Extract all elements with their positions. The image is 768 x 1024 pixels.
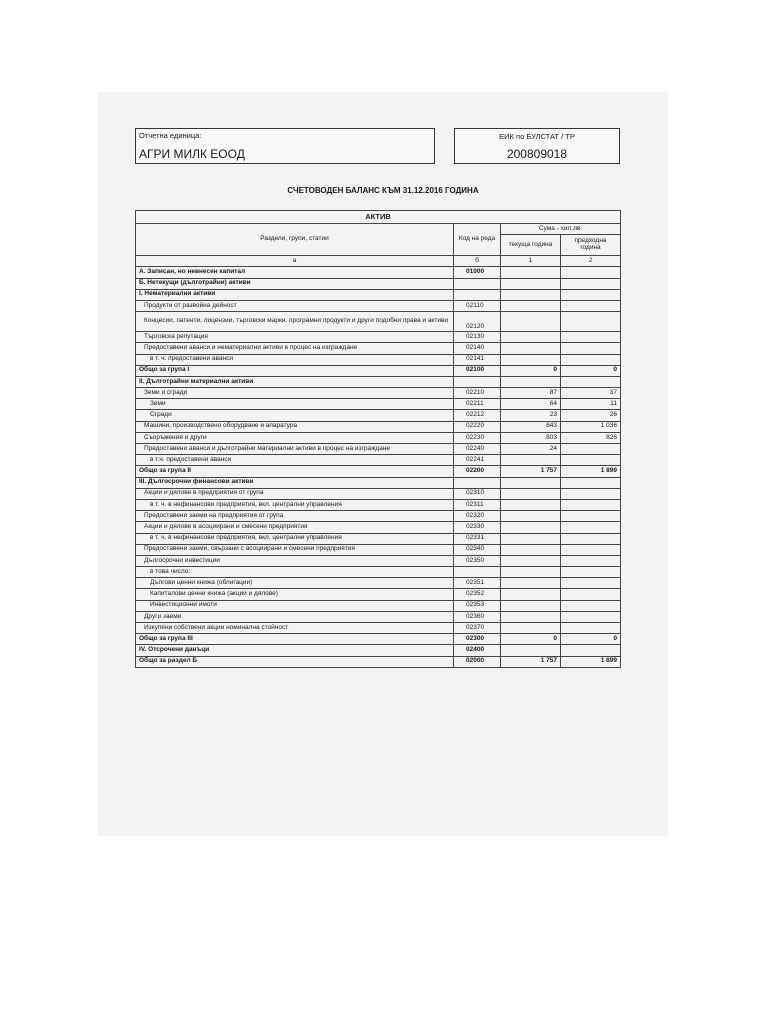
table-row xyxy=(136,300,621,311)
row-code: 02340 xyxy=(454,544,501,555)
row-code: 02110 xyxy=(454,300,501,311)
table-row xyxy=(136,312,621,332)
row-current-value xyxy=(501,289,561,300)
row-previous-value: 0 xyxy=(561,365,621,376)
row-current-value xyxy=(501,488,561,499)
row-previous-value: 0 xyxy=(561,634,621,645)
row-code: 02211 xyxy=(454,399,501,410)
row-current-value xyxy=(501,499,561,510)
table-row xyxy=(136,365,621,376)
table-row xyxy=(136,555,621,566)
row-previous-value xyxy=(561,623,621,634)
row-label: Предоставени заеми, свързани с асоциирани и смесени предприятия xyxy=(136,544,454,555)
row-label: Продукти от развойна дейност xyxy=(136,300,454,311)
row-previous-value xyxy=(561,611,621,622)
row-previous-value xyxy=(561,578,621,589)
row-label: Общо за раздел Б xyxy=(136,656,454,667)
row-code: 02350 xyxy=(454,555,501,566)
row-current-value xyxy=(501,567,561,578)
table-row xyxy=(136,488,621,499)
table-row xyxy=(136,343,621,354)
row-label: Акции и дялове в предприятия от група xyxy=(136,488,454,499)
row-current-value xyxy=(501,455,561,466)
row-current-value: 87 xyxy=(501,388,561,399)
row-code: 02360 xyxy=(454,611,501,622)
row-code xyxy=(454,278,501,289)
row-current-value: 24 xyxy=(501,444,561,455)
row-label: Земи xyxy=(136,399,454,410)
row-previous-value xyxy=(561,555,621,566)
reporting-unit-name: АГРИ МИЛК ЕООД xyxy=(139,147,245,161)
row-previous-value xyxy=(561,488,621,499)
table-row xyxy=(136,522,621,533)
row-previous-value: 26 xyxy=(561,410,621,421)
row-code: 02370 xyxy=(454,623,501,634)
row-label: в т.ч. предоставени аванси xyxy=(136,455,454,466)
row-label: I. Нематериални активи xyxy=(136,289,454,300)
row-label: Общо за група III xyxy=(136,634,454,645)
row-previous-value: 826 xyxy=(561,432,621,443)
row-current-value: 23 xyxy=(501,410,561,421)
row-code: 02140 xyxy=(454,343,501,354)
row-code: 02310 xyxy=(454,488,501,499)
row-current-value xyxy=(501,511,561,522)
row-label: в т. ч. в нефинансови предприятия, вкл. централни управления xyxy=(136,499,454,510)
row-current-value xyxy=(501,312,561,332)
row-code: 02400 xyxy=(454,645,501,656)
row-code: 02330 xyxy=(454,522,501,533)
row-label: Инвестиционни имоти xyxy=(136,600,454,611)
table-row xyxy=(136,410,621,421)
row-previous-value: 1 899 xyxy=(561,466,621,477)
row-label: Земи и сгради xyxy=(136,388,454,399)
row-current-value xyxy=(501,343,561,354)
row-previous-value xyxy=(561,332,621,343)
row-code: 02212 xyxy=(454,410,501,421)
row-current-value xyxy=(501,611,561,622)
row-code: 02311 xyxy=(454,499,501,510)
row-code: 02230 xyxy=(454,432,501,443)
row-current-value xyxy=(501,522,561,533)
row-label: Дългови ценни книжа (облигации) xyxy=(136,578,454,589)
row-code: 02320 xyxy=(454,511,501,522)
table-row xyxy=(136,466,621,477)
row-label: Общо за група II xyxy=(136,466,454,477)
row-code: 02100 xyxy=(454,365,501,376)
table-row xyxy=(136,656,621,667)
row-previous-value xyxy=(561,300,621,311)
col-previous-header: предходна година xyxy=(561,235,621,256)
row-code: 02353 xyxy=(454,600,501,611)
balance-sheet-table xyxy=(135,210,621,668)
table-row xyxy=(136,289,621,300)
row-previous-value xyxy=(561,511,621,522)
row-label: III. Дългосрочни финансови активи xyxy=(136,477,454,488)
row-code xyxy=(454,289,501,300)
row-current-value xyxy=(501,623,561,634)
row-label: А. Записан, но невнесен капитал xyxy=(136,267,454,278)
row-previous-value: 37 xyxy=(561,388,621,399)
row-label: Сгради xyxy=(136,410,454,421)
row-label: II. Дълготрайни материални активи xyxy=(136,376,454,387)
row-current-value: 803 xyxy=(501,432,561,443)
section-header: АКТИВ xyxy=(136,211,621,224)
row-previous-value xyxy=(561,289,621,300)
col-index-1: 1 xyxy=(501,256,561,267)
row-previous-value xyxy=(561,477,621,488)
table-row xyxy=(136,421,621,432)
row-current-value xyxy=(501,600,561,611)
row-current-value: 64 xyxy=(501,399,561,410)
row-label: Б. Нетекущи (дълготрайни) активи xyxy=(136,278,454,289)
col-sum-header: Сума - хил.лв. xyxy=(501,224,621,235)
row-label: Предоставени заеми на предприятия от група xyxy=(136,511,454,522)
reporting-unit-box xyxy=(135,128,435,164)
row-label: Дългосрочни инвестиции xyxy=(136,555,454,566)
row-previous-value xyxy=(561,499,621,510)
table-row xyxy=(136,267,621,278)
col-name-header: Раздели, групи, статии xyxy=(136,224,454,256)
row-current-value xyxy=(501,332,561,343)
row-code xyxy=(454,376,501,387)
row-current-value xyxy=(501,533,561,544)
row-label: Концесии, патенти, лицензии, търговски марки, програмни продукти и други подобни права и активи xyxy=(136,312,454,332)
row-label: Предоставени аванси и нематериални активи в процес на изграждане xyxy=(136,343,454,354)
eik-box xyxy=(454,128,620,164)
table-row xyxy=(136,477,621,488)
row-label: Изкупени собствени акции номинална стойност xyxy=(136,623,454,634)
table-row xyxy=(136,332,621,343)
row-code: 01000 xyxy=(454,267,501,278)
table-row xyxy=(136,578,621,589)
row-code: 02130 xyxy=(454,332,501,343)
row-label: Акции и дялове в асоциирани и смесени предприятия xyxy=(136,522,454,533)
row-current-value: 0 xyxy=(501,365,561,376)
row-previous-value xyxy=(561,544,621,555)
row-previous-value xyxy=(561,278,621,289)
row-previous-value xyxy=(561,589,621,600)
row-previous-value xyxy=(561,533,621,544)
row-current-value: 0 xyxy=(501,634,561,645)
reporting-unit-label: Отчетна единица: xyxy=(139,131,202,140)
row-code: 02352 xyxy=(454,589,501,600)
row-code: 02141 xyxy=(454,354,501,365)
row-previous-value: 11 xyxy=(561,399,621,410)
row-current-value xyxy=(501,354,561,365)
row-code: 02331 xyxy=(454,533,501,544)
row-previous-value xyxy=(561,343,621,354)
row-previous-value xyxy=(561,376,621,387)
row-label: Други заеми xyxy=(136,611,454,622)
table-row xyxy=(136,544,621,555)
col-code-header: Код на реда xyxy=(454,224,501,256)
row-code: 02240 xyxy=(454,444,501,455)
row-label: IV. Отсрочени данъци xyxy=(136,645,454,656)
row-current-value xyxy=(501,267,561,278)
row-previous-value xyxy=(561,267,621,278)
col-current-header: текуща година xyxy=(501,235,561,256)
row-current-value: 1 757 xyxy=(501,656,561,667)
table-row xyxy=(136,533,621,544)
row-code: 02300 xyxy=(454,634,501,645)
row-code: 02220 xyxy=(454,421,501,432)
row-label: Общо за група I xyxy=(136,365,454,376)
row-current-value xyxy=(501,544,561,555)
row-current-value xyxy=(501,645,561,656)
row-previous-value: 1 036 xyxy=(561,421,621,432)
row-code: 02200 xyxy=(454,466,501,477)
row-label: в т. ч. предоставени аванси xyxy=(136,354,454,365)
row-current-value: 1 757 xyxy=(501,466,561,477)
row-previous-value xyxy=(561,600,621,611)
row-current-value xyxy=(501,300,561,311)
row-current-value xyxy=(501,555,561,566)
row-previous-value xyxy=(561,455,621,466)
row-previous-value xyxy=(561,522,621,533)
row-previous-value xyxy=(561,312,621,332)
table-row xyxy=(136,444,621,455)
row-previous-value xyxy=(561,354,621,365)
row-previous-value xyxy=(561,444,621,455)
row-current-value xyxy=(501,477,561,488)
table-row xyxy=(136,589,621,600)
row-label: в т. ч. в нефинансови предприятия, вкл. централни управления xyxy=(136,533,454,544)
row-current-value: 843 xyxy=(501,421,561,432)
row-label: Капиталови ценни книжа (акции и дялове) xyxy=(136,589,454,600)
row-current-value xyxy=(501,589,561,600)
table-row xyxy=(136,600,621,611)
row-code: 02120 xyxy=(454,312,501,332)
table-row xyxy=(136,354,621,365)
row-previous-value: 1 899 xyxy=(561,656,621,667)
table-row xyxy=(136,499,621,510)
row-label: в това число: xyxy=(136,567,454,578)
table-row xyxy=(136,511,621,522)
row-code xyxy=(454,567,501,578)
table-row xyxy=(136,567,621,578)
row-label: Съоръжения и други xyxy=(136,432,454,443)
row-code: 02210 xyxy=(454,388,501,399)
document-title: СЧЕТОВОДЕН БАЛАНС КЪМ 31.12.2016 ГОДИНА xyxy=(287,186,479,195)
col-index-b: б xyxy=(454,256,501,267)
row-label: Търговска репутация xyxy=(136,332,454,343)
row-previous-value xyxy=(561,645,621,656)
table-row xyxy=(136,388,621,399)
table-row xyxy=(136,634,621,645)
col-index-2: 2 xyxy=(561,256,621,267)
row-current-value xyxy=(501,278,561,289)
table-row xyxy=(136,455,621,466)
table-row xyxy=(136,278,621,289)
row-label: Машини, производствено оборудване и апаратура xyxy=(136,421,454,432)
row-previous-value xyxy=(561,567,621,578)
row-label: Предоставени аванси и дълготрайни материални активи в процес на изграждане xyxy=(136,444,454,455)
row-code: 02351 xyxy=(454,578,501,589)
row-current-value xyxy=(501,376,561,387)
table-row xyxy=(136,399,621,410)
row-code xyxy=(454,477,501,488)
table-row xyxy=(136,376,621,387)
table-row xyxy=(136,432,621,443)
table-row xyxy=(136,611,621,622)
table-row xyxy=(136,623,621,634)
eik-label: ЕИК по БУЛСТАТ / ТР xyxy=(499,132,575,141)
eik-value: 200809018 xyxy=(506,147,568,161)
row-code: 02241 xyxy=(454,455,501,466)
col-index-a: а xyxy=(136,256,454,267)
table-row xyxy=(136,645,621,656)
row-current-value xyxy=(501,578,561,589)
row-code: 02000 xyxy=(454,656,501,667)
